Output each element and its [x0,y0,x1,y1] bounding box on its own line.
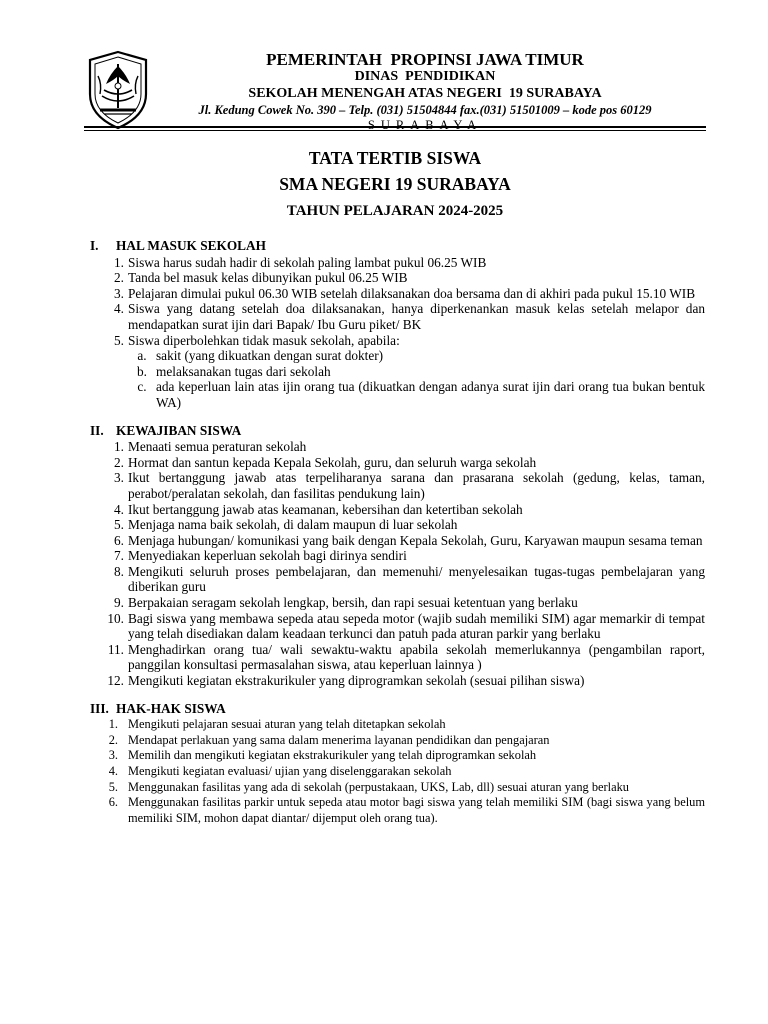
list-item: 5. Siswa diperbolehkan tidak masuk sekolah, apabila: [114,332,400,348]
list-item: 5. Menggunakan fasilitas yang ada di sekolah (perpustakaan, UKS, Lab, dll) sesuai aturan yang berlaku [108,779,629,794]
section-hal-masuk-sekolah [90,238,705,411]
list-item: 3. Ikut bertanggung jawab atas terpeliharanya sarana dan prasarana sekolah (gedung, kelas, taman, perabot/peralatan sekolah, dan fasilitas pendukung lain) [114,470,705,501]
letterhead-department: DINAS PENDIDIKAN [354,69,496,84]
letterhead-divider [84,126,706,128]
rule-list [90,439,705,689]
section-heading: II. KEWAJIBAN SISWA [90,422,242,438]
list-item: 5. Menjaga nama baik sekolah, di dalam maupun di luar sekolah [114,517,458,533]
list-item: 11. Menghadirkan orang tua/ wali sewaktu-waktu apabila sekolah memerlukannya (pengambilan raport, panggilan konsultasi permasalahan siswa, atau keperluan lainnya ) [107,641,705,673]
section-kewajiban-siswa [90,423,705,689]
list-item: 8. Mengikuti seluruh proses pembelajaran, dan memenuhi/ menyelesaikan tugas-tugas pembelajaran yang diberikan guru [114,563,705,595]
letterhead-government: PEMERINTAH PROPINSI JAWA TIMUR [266,50,584,69]
list-item: 4. Ikut bertanggung jawab atas keamanan, kebersihan dan ketertiban sekolah [114,501,523,517]
sub-list-item: b. melaksanakan tugas dari sekolah [137,363,331,379]
list-item: 10. Bagi siswa yang membawa sepeda atau sepeda motor (wajib sudah memiliki SIM) agar memarkir di tempat yang telah disediakan dalam keadaan terkunci dan patuh pada aturan parkir yang berlaku [107,610,705,642]
sub-list-item: a. sakit (yang dikuatkan dengan surat dokter) [137,348,384,364]
rule-list [90,717,705,826]
sub-list-item: c. ada keperluan lain atas ijin orang tua (dikuatkan dengan adanya surat ijin dari orang tua bukan bentuk WA) [137,379,705,410]
list-item: 6. Menjaga hubungan/ komunikasi yang baik dengan Kepala Sekolah, Guru, Karyawan maupun sesama teman [114,532,703,548]
letterhead-school: SEKOLAH MENENGAH ATAS NEGERI 19 SURABAYA [248,86,602,101]
provincial-emblem-icon [84,50,152,130]
list-item: 1. Siswa harus sudah hadir di sekolah paling lambat pukul 06.25 WIB [114,254,487,270]
section-heading: I. HAL MASUK SEKOLAH [90,238,266,253]
list-item: 6. Menggunakan fasilitas parkir untuk sepeda atau motor bagi siswa yang telah memiliki SIM (bagi siswa yang belum memiliki SIM, mohon dapat diantar/ dijemput oleh orang tua). [108,795,705,825]
list-item: 7. Menyediakan keperluan sekolah bagi dirinya sendiri [114,548,407,564]
letterhead [165,50,685,133]
title-line-1: TATA TERTIB SISWA [308,148,482,168]
list-item: 1. Menaati semua peraturan sekolah [114,439,307,455]
list-item: 2. Hormat dan santun kepada Kepala Sekolah, guru, dan seluruh warga sekolah [114,454,537,470]
document-title [84,146,706,222]
rule-list [90,255,705,411]
list-item: 9. Berpakaian seragam sekolah lengkap, bersih, dan rapi sesuai ketentuan yang berlaku [114,595,578,611]
list-item: 4. Mengikuti kegiatan evaluasi/ ujian yang diselenggarakan sekolah [108,764,452,778]
list-item: 1. Mengikuti pelajaran sesuai aturan yang telah ditetapkan sekolah [108,717,446,732]
list-item: 2. Mendapat perlakuan yang sama dalam menerima layanan pendidikan dan pengajaran [108,732,550,747]
list-item: 2. Tanda bel masuk kelas dibunyikan pukul 06.25 WIB [114,270,408,286]
title-line-2: SMA NEGERI 19 SURABAYA [279,174,511,194]
letterhead-city: SURABAYA [367,118,483,132]
letterhead-divider-thin [84,130,706,131]
title-line-3: TAHUN PELAJARAN 2024-2025 [286,203,504,219]
list-item: 12. Mengikuti kegiatan ekstrakurikuler yang diprogramkan sekolah (sesuai pilihan siswa) [107,673,585,689]
list-item: 3. Memilih dan mengikuti kegiatan ekstrakurikuler yang telah diprogramkan sekolah [108,748,537,763]
list-item: 4. Siswa yang datang setelah doa dilaksanakan, hanya diperkenankan masuk kelas setelah melapor dan mendapatkan surat ijin dari Bapak/ Ibu Guru piket/ BK [114,301,705,332]
list-item: 3. Pelajaran dimulai pukul 06.30 WIB setelah dilaksanakan doa bersama dan di akhiri pada pukul 15.10 WIB [114,285,696,301]
rules-content [90,238,705,838]
section-heading: III. HAK-HAK SISWA [90,700,226,716]
section-hak-hak-siswa [90,701,705,827]
letterhead-address: Jl. Kedung Cowek No. 390 – Telp. (031) 51504844 fax.(031) 51501009 – kode pos 60129 [198,103,652,117]
